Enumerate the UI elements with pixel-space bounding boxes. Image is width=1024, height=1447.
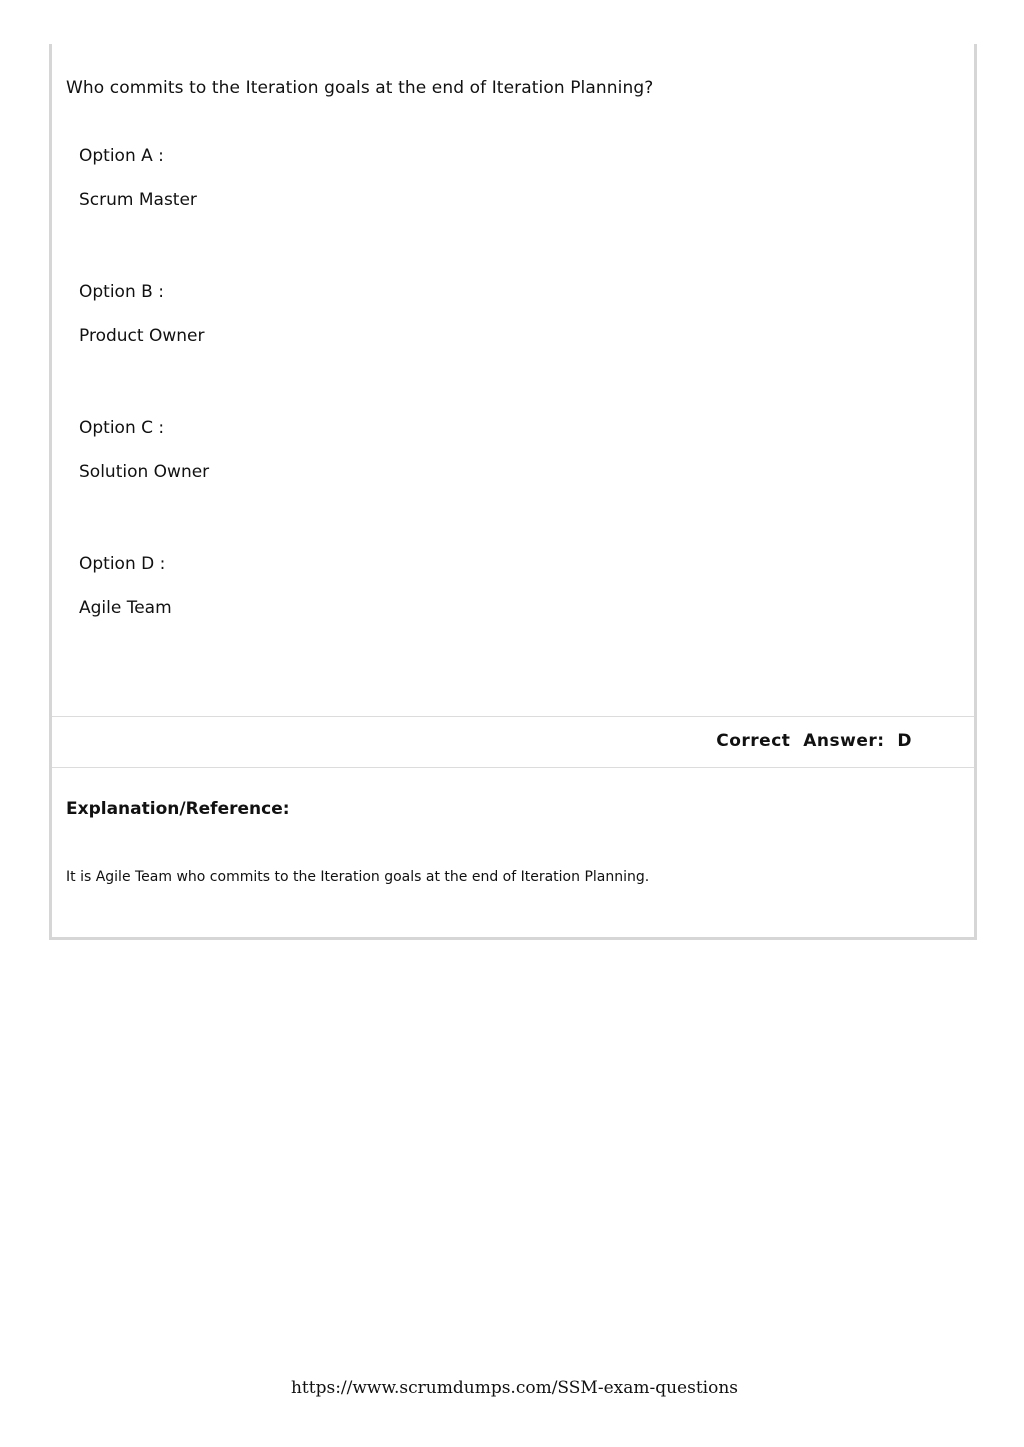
option-c-label: Option C : — [79, 418, 165, 438]
correct-answer-bar — [52, 716, 974, 768]
explanation-heading: Explanation/Reference: — [66, 799, 290, 819]
question-text: Who commits to the Iteration goals at the end of Iteration Planning? — [66, 78, 654, 98]
question-card — [49, 44, 977, 940]
option-d-label: Option D : — [79, 554, 166, 574]
footer-url: https://www.scrumdumps.com/SSM-exam-questions — [290, 1378, 739, 1398]
option-a-text: Scrum Master — [79, 190, 197, 210]
option-b-text: Product Owner — [79, 326, 205, 346]
correct-answer-label: Correct Answer: D — [716, 731, 912, 751]
explanation-text: It is Agile Team who commits to the Iteration goals at the end of Iteration Planning. — [66, 869, 650, 885]
option-b-label: Option B : — [79, 282, 164, 302]
option-a-label: Option A : — [79, 146, 164, 166]
option-c-text: Solution Owner — [79, 462, 210, 482]
option-d-text: Agile Team — [79, 598, 172, 618]
